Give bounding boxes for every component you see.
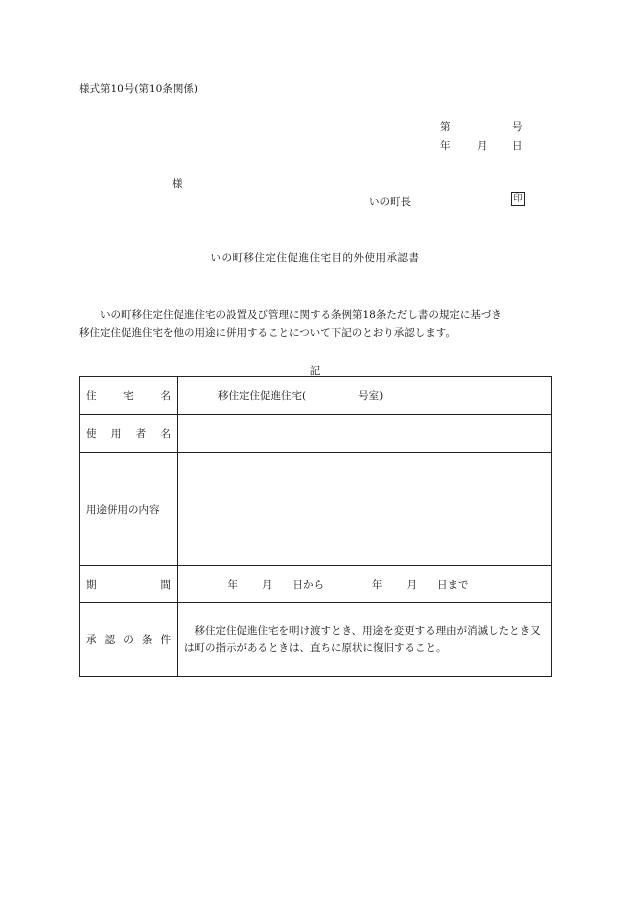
period-month-from: 月	[262, 578, 273, 591]
table-row-purpose	[80, 453, 552, 566]
period-day-to: 日まで	[437, 578, 469, 591]
label-char: の	[123, 634, 134, 646]
value-user-name[interactable]	[178, 415, 552, 453]
table-row-residence	[80, 377, 552, 415]
table-row-period	[80, 566, 552, 603]
label-char: 条	[141, 634, 153, 646]
document-title: いの町移住定住促進住宅目的外使用承認書	[210, 252, 420, 264]
residence-suffix: 号室)	[358, 390, 384, 402]
label-char: 名	[160, 428, 171, 440]
issuer-name: いの町長	[369, 196, 411, 208]
date-month: 月	[477, 140, 488, 152]
value-residence-name[interactable]	[178, 377, 552, 415]
body-text-line-1: いの町移住定住促進住宅の設置及び管理に関する条例第18条ただし書の規定に基づき	[100, 309, 502, 321]
label-residence-name	[80, 377, 178, 415]
table-row-conditions	[80, 603, 552, 677]
period-year-to: 年	[372, 578, 383, 591]
label-char: 名	[160, 390, 171, 402]
period-day-from: 日から	[292, 578, 324, 591]
doc-number-dai: 第	[440, 121, 451, 133]
date-year: 年	[440, 140, 451, 152]
approval-table	[79, 376, 552, 677]
label-char: 認	[104, 634, 116, 646]
label-char: 宅	[123, 390, 134, 402]
label-char: 住	[86, 390, 97, 402]
doc-number-go: 号	[512, 121, 523, 133]
value-period[interactable]	[178, 566, 552, 603]
seal-mark: 印	[511, 192, 525, 206]
label-char: 用	[110, 428, 122, 440]
label-char: 者	[135, 428, 147, 440]
date-day: 日	[512, 140, 523, 152]
addressee-suffix: 様	[172, 178, 183, 190]
label-char: 期	[86, 578, 97, 591]
label-user-name	[80, 415, 178, 453]
form-number: 様式第10号(第10条関係)	[79, 83, 198, 95]
value-purpose[interactable]	[178, 453, 552, 566]
table-row-user	[80, 415, 552, 453]
label-char: 使	[86, 428, 97, 440]
label-char: 間	[160, 578, 171, 591]
label-period	[80, 566, 178, 603]
body-text-line-2: 移住定住促進住宅を他の用途に併用することについて下記のとおり承認します。	[79, 327, 456, 339]
period-month-to: 月	[406, 578, 417, 591]
ki-heading: 記	[309, 365, 321, 377]
label-char: 承	[86, 634, 97, 646]
value-conditions: 移住定住促進住宅を明け渡すとき、用途を変更する理由が消滅したとき又は町の指示があるときは、直ちに原状に復旧すること。	[178, 603, 552, 677]
label-conditions	[80, 603, 178, 677]
label-char: 件	[160, 634, 171, 646]
residence-prefix: 移住定住促進住宅(	[218, 390, 307, 402]
label-purpose: 用途併用の内容	[80, 453, 178, 566]
period-year-from: 年	[227, 578, 238, 591]
